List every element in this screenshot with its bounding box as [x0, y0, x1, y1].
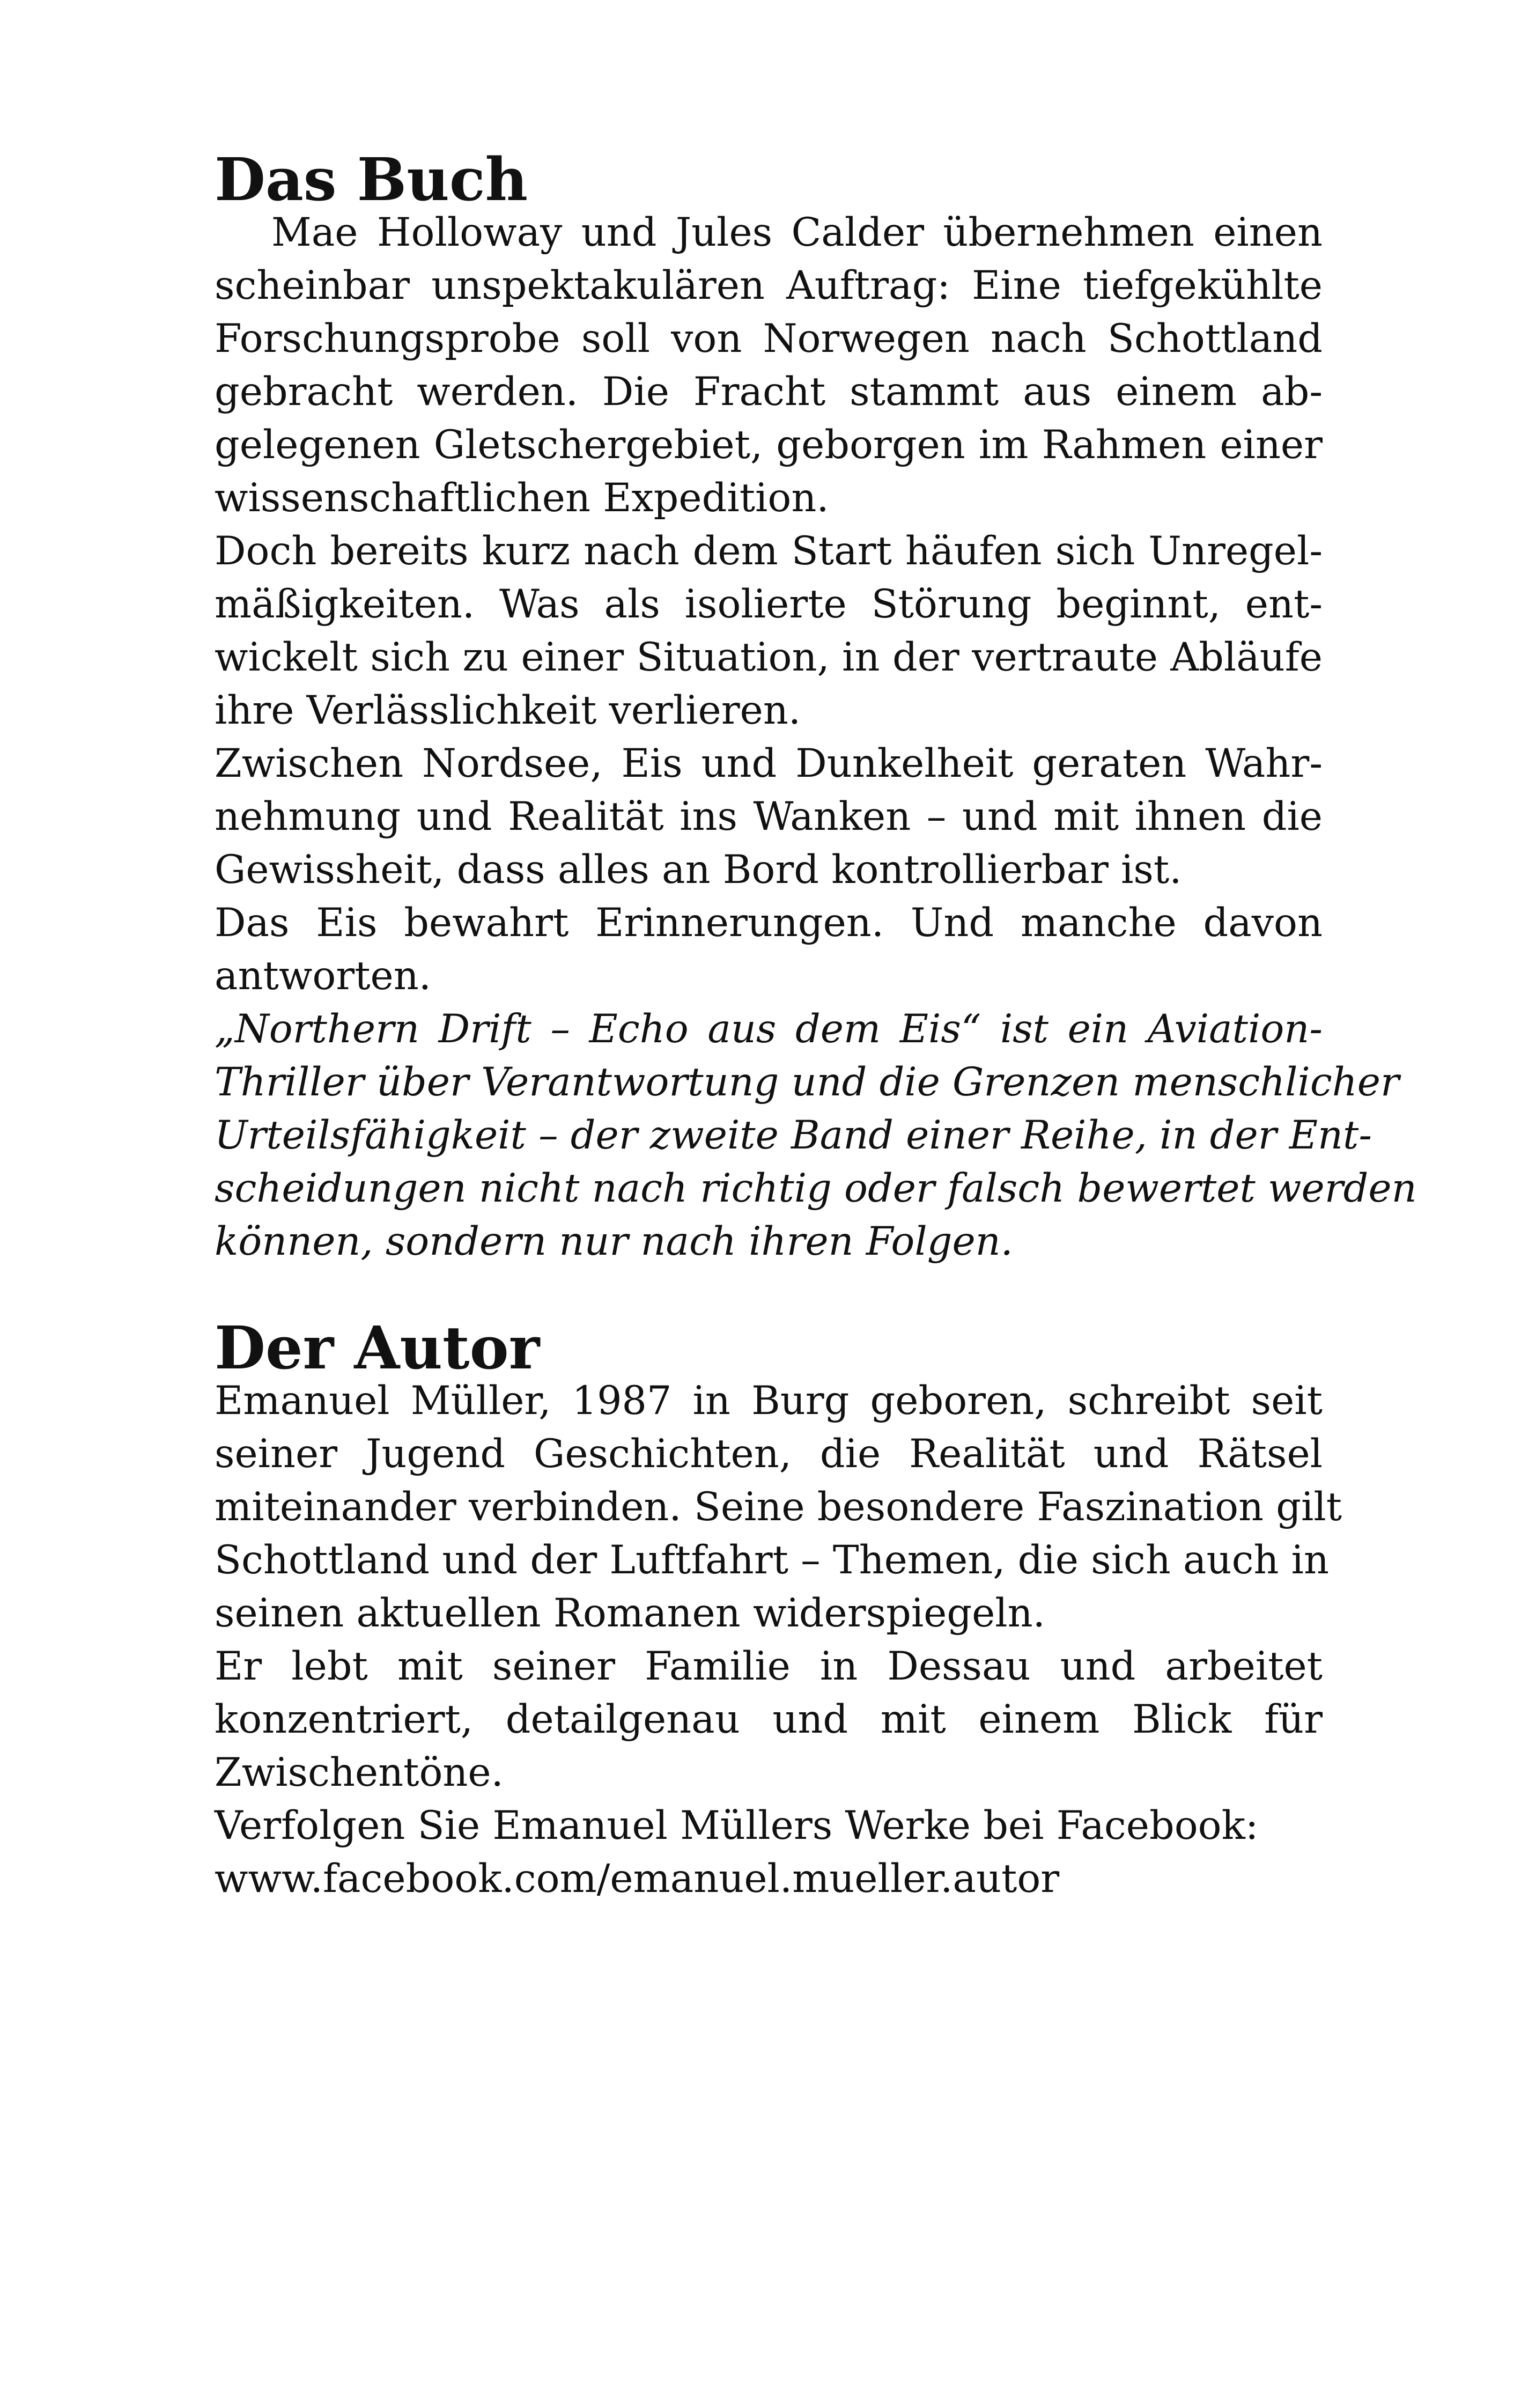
- facebook-url: www.facebook.com/emanuel.mueller.autor: [215, 1856, 1060, 1902]
- text-line: Das Eis bewahrt Erinnerungen. Und manche davon: [215, 900, 1323, 946]
- text-line: Emanuel Müller, 1987 in Burg geboren, schreibt seit: [215, 1378, 1323, 1424]
- text-line: scheinbar unspektakulären Auftrag: Eine tiefgekühlte: [215, 263, 1323, 308]
- section-das-buch: [215, 145, 1417, 1268]
- text-line: können, sondern nur nach ihren Folgen.: [215, 1219, 1013, 1264]
- text-line: Schottland und der Luftfahrt – Themen, die sich auch in: [215, 1537, 1330, 1583]
- paragraph: [215, 1799, 1323, 1905]
- text-line: Zwischentöne.: [215, 1750, 504, 1795]
- text-line: „Northern Drift – Echo aus dem Eis“ ist ein Aviation-: [215, 1006, 1323, 1052]
- text-line: Er lebt mit seiner Familie in Dessau und arbeitet: [215, 1644, 1323, 1689]
- text-line: antworten.: [215, 953, 431, 999]
- paragraph: [215, 525, 1323, 737]
- text-line: Doch bereits kurz nach dem Start häufen sich Unregel-: [215, 528, 1323, 574]
- text-line: Zwischen Nordsee, Eis und Dunkelheit geraten Wahr-: [215, 741, 1323, 786]
- text-line: Gewissheit, dass alles an Bord kontrollierbar ist.: [215, 847, 1182, 893]
- text-line: wissenschaftlichen Expedition.: [215, 475, 829, 521]
- document-page: [215, 145, 1417, 1905]
- text-line: Thriller über Verantwortung und die Grenzen menschlicher: [215, 1059, 1399, 1105]
- paragraph: [215, 896, 1323, 1003]
- text-line: ihre Verlässlichkeit verlieren.: [215, 688, 801, 733]
- text-line: mäßigkeiten. Was als isolierte Störung beginnt, ent-: [215, 581, 1323, 627]
- text-line: scheidungen nicht nach richtig oder falsch bewertet werden: [215, 1166, 1417, 1211]
- section-heading-das-buch: Das Buch: [215, 145, 528, 214]
- text-line: seiner Jugend Geschichten, die Realität und Rätsel: [215, 1431, 1323, 1477]
- text-line: gebracht werden. Die Fracht stammt aus einem ab-: [215, 369, 1323, 415]
- section-heading-der-autor: Der Autor: [215, 1313, 540, 1382]
- paragraph: [215, 1374, 1342, 1640]
- text-line: Mae Holloway und Jules Calder übernehmen einen: [215, 210, 1323, 255]
- text-line: nehmung und Realität ins Wanken – und mit ihnen die: [215, 794, 1323, 840]
- paragraph-italic-blurb: [215, 1003, 1417, 1268]
- paragraph: [215, 206, 1323, 525]
- text-line: Urteilsfähigkeit – der zweite Band einer Reihe, in der Ent-: [215, 1113, 1372, 1158]
- text-line: seinen aktuellen Romanen widerspiegeln.: [215, 1590, 1045, 1636]
- text-line: Forschungsprobe soll von Norwegen nach Schottland: [215, 316, 1323, 362]
- text-line: wickelt sich zu einer Situation, in der vertraute Abläufe: [215, 635, 1323, 680]
- section-der-autor: [215, 1313, 1342, 1905]
- text-line: miteinander verbinden. Seine besondere Faszination gilt: [215, 1484, 1342, 1530]
- text-line: gelegenen Gletschergebiet, geborgen im Rahmen einer: [215, 422, 1323, 468]
- paragraph: [215, 737, 1323, 896]
- text-line: Verfolgen Sie Emanuel Müllers Werke bei Facebook:: [215, 1803, 1259, 1849]
- paragraph: [215, 1640, 1323, 1799]
- text-line: konzentriert, detailgenau und mit einem Blick für: [215, 1697, 1323, 1742]
